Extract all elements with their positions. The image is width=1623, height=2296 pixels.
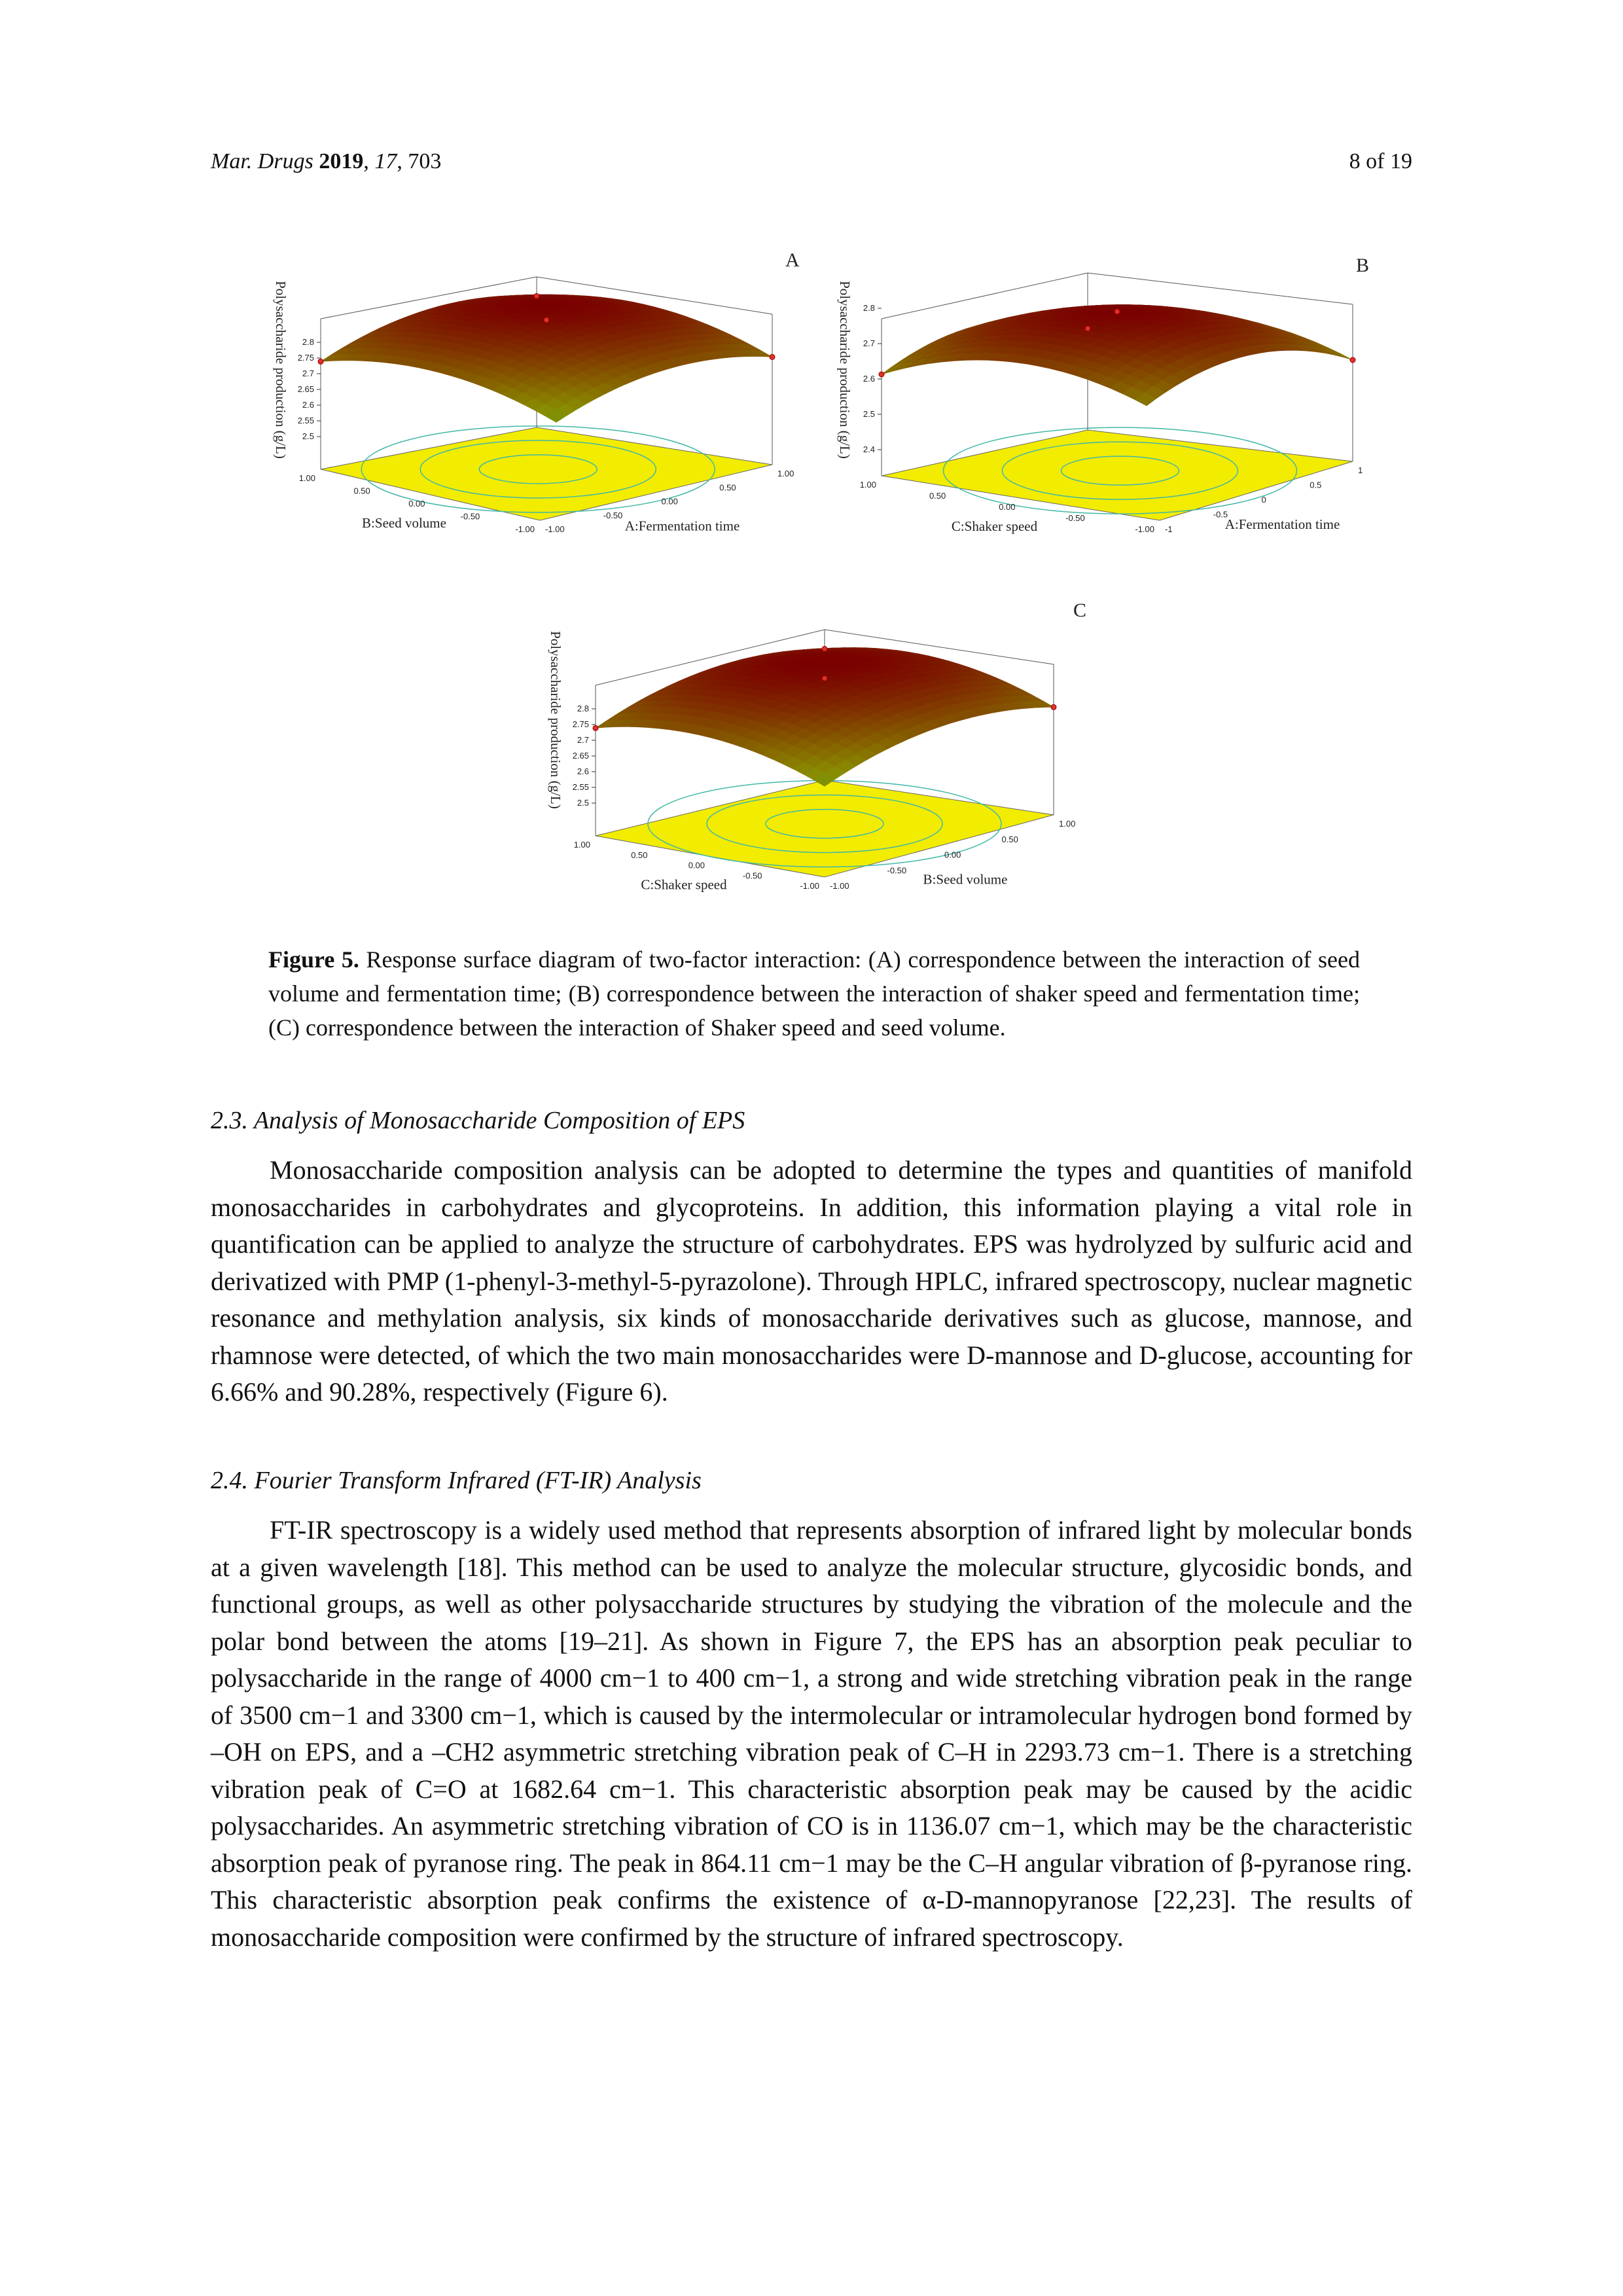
design-point: [822, 675, 827, 681]
z-axis-label: Polysaccharide production (g/L): [837, 281, 853, 459]
y-axis-label: C:Shaker speed: [641, 876, 727, 893]
y-axis-label: C:Shaker speed: [951, 518, 1038, 534]
design-point: [318, 359, 323, 364]
z-tick-label: 2.4: [863, 444, 875, 454]
y-tick-label: 1.00: [573, 840, 590, 850]
x-tick-label: -1.00: [545, 524, 565, 534]
x-axis-label: B:Seed volume: [923, 871, 1008, 888]
design-point: [1051, 704, 1056, 709]
z-tick-label: 2.65: [572, 751, 589, 761]
figure-panel-c: [537, 602, 1099, 923]
floor-plane: [321, 427, 772, 520]
y-tick-label: -1.00: [515, 524, 535, 534]
panel-letter: A: [785, 252, 800, 271]
article-number: 703: [408, 149, 442, 173]
page-number: 8 of 19: [1349, 149, 1412, 173]
z-tick-label: 2.5: [577, 798, 589, 808]
section-paragraph-2-3: [211, 1152, 1412, 1411]
x-tick-label: 1: [1358, 465, 1363, 475]
z-tick-label: 2.6: [302, 400, 314, 410]
design-point: [1115, 309, 1120, 314]
x-axis-label: A:Fermentation time: [624, 518, 740, 534]
response-surface: [321, 295, 772, 422]
design-point: [534, 293, 539, 298]
x-tick-label: 0.00: [944, 850, 961, 860]
section-heading-2-4: 2.4. Fourier Transform Infrared (FT-IR) Analysis: [211, 1467, 702, 1494]
x-tick-label: -0.5: [1213, 509, 1228, 520]
panel-a-plot: [262, 252, 808, 573]
design-point: [544, 317, 549, 323]
panel-b-plot: [826, 252, 1382, 573]
para-2-4-text: FT-IR spectroscopy is a widely used method that represents absorption of infrared light by molecular bonds at a given wavelength [18]. This method can be used to analyze the molecular structure, glycosidic bonds, and functional groups, as well as other polysaccharide structures by studying the vibration of the molecule and the polar bond between the atoms [19–21]. As shown in Figure 7, the EPS has an absorption peak peculiar to polysaccharide in the range of 4000 cm−1 to 400 cm−1, a strong and wide stretching vibration peak in the range of 3500 cm−1 and 3300 cm−1, which is caused by the intermolecular or intramolecular hydrogen bond formed by –OH on EPS, and a –CH2 asymmetric stretching vibration peak of C–H in 2293.73 cm−1. There is a stretching vibration peak of C=O at 1682.64 cm−1. This characteristic absorption peak may be caused by the acidic polysaccharides. An asymmetric stretching vibration of CO is in 1136.07 cm−1, which may be the characteristic absorption peak of pyranose ring. The peak in 864.11 cm−1 may be the C–H angular vibration of β-pyranose ring. This characteristic absorption peak confirms the existence of α-D-mannopyranose [22,23]. The results of monosaccharide composition were confirmed by the structure of infrared spectroscopy.: [211, 1515, 1412, 1952]
z-tick-label: 2.55: [572, 782, 589, 792]
surface-cell: [1331, 351, 1353, 360]
para-2-3-text: Monosaccharide composition analysis can be adopted to determine the types and quantities of manifold monosaccharides in carbohydrates and glycoproteins. In addition, this information playing a vital role in quantification can be applied to analyze the structure of carbohydrates. EPS was hydrolyzed by sulfuric acid and derivatized with PMP (1-phenyl-3-methyl-5-pyrazolone). Through HPLC, infrared spectroscopy, nuclear magnetic resonance and methylation analysis, six kinds of monosaccharide derivatives such as glucose, mannose, and rhamnose were detected, of which the two main monosaccharides were D-mannose and D-glucose, accounting for 6.66% and 90.28%, respectively (Figure 6).: [211, 1155, 1412, 1407]
z-tick-label: 2.75: [297, 353, 314, 363]
figure-caption: [268, 942, 1360, 1045]
figure-panel-a: [262, 252, 808, 573]
y-tick-label: -0.50: [460, 511, 480, 522]
x-tick-label: -1.00: [830, 881, 849, 891]
z-tick-label: 2.7: [302, 368, 314, 378]
caption-text: Response surface diagram of two-factor interaction: (A) correspondence between the interaction of seed volume and fermentation time; (B) correspondence between the interaction of shaker speed and fermentation time; (C) correspondence between the interaction of Shaker speed and seed volume.: [268, 946, 1360, 1041]
caption-label: Figure 5.: [268, 946, 359, 973]
design-point: [1350, 357, 1355, 363]
design-point: [822, 646, 827, 651]
z-tick-label: 2.7: [577, 735, 589, 745]
panel-c-plot: [537, 602, 1099, 923]
y-tick-label: 0.00: [408, 499, 425, 509]
z-tick-label: 2.5: [863, 409, 875, 419]
z-tick-label: 2.8: [577, 704, 589, 713]
x-tick-label: 0.00: [661, 496, 678, 507]
z-tick-label: 2.8: [863, 303, 875, 313]
x-tick-label: 0.5: [1310, 480, 1322, 490]
response-surface: [882, 305, 1353, 406]
panel-letter: B: [1356, 255, 1370, 276]
z-tick-label: 2.6: [863, 374, 875, 384]
z-tick-label: 2.5: [302, 431, 314, 441]
x-tick-label: -0.50: [887, 865, 907, 876]
design-point: [593, 725, 598, 730]
x-tick-label: 0: [1261, 495, 1266, 505]
year: 2019: [319, 149, 364, 173]
section-paragraph-2-4: [211, 1512, 1412, 1956]
page-header: [211, 149, 1412, 182]
z-tick-label: 2.65: [297, 384, 314, 394]
panel-letter: C: [1073, 602, 1087, 621]
panel-b-surface: [837, 255, 1369, 534]
y-tick-label: -0.50: [1065, 513, 1085, 523]
design-point: [1085, 326, 1090, 331]
design-point: [770, 354, 775, 359]
z-tick-label: 2.7: [863, 338, 875, 348]
floor-plane: [882, 430, 1353, 520]
panel-a-surface: [273, 252, 800, 534]
journal-name: Mar. Drugs: [211, 149, 313, 173]
section-heading-2-3: 2.3. Analysis of Monosaccharide Composition of EPS: [211, 1107, 745, 1134]
x-tick-label: 1.00: [1059, 819, 1076, 829]
y-tick-label: 0.00: [999, 502, 1016, 512]
y-tick-label: 0.00: [688, 860, 705, 870]
x-tick-label: -1: [1165, 524, 1173, 534]
y-tick-label: -1.00: [800, 881, 819, 891]
volume: 17: [374, 149, 397, 173]
z-axis-label: Polysaccharide production (g/L): [273, 281, 289, 459]
z-tick-label: 2.8: [302, 337, 314, 347]
box-edge: [1088, 273, 1353, 304]
z-tick-label: 2.75: [572, 719, 589, 729]
x-tick-label: 0.50: [1001, 834, 1018, 844]
citation: Mar. Drugs 2019, 17, 703: [211, 149, 442, 173]
z-tick-label: 2.6: [577, 766, 589, 776]
y-axis-label: B:Seed volume: [362, 515, 446, 531]
x-tick-label: -0.50: [603, 510, 623, 520]
figure-panel-b: [826, 252, 1382, 573]
x-axis-label: A:Fermentation time: [1224, 516, 1340, 532]
design-point: [879, 372, 884, 377]
y-tick-label: -1.00: [1135, 524, 1154, 534]
x-tick-label: 0.50: [719, 482, 736, 493]
y-tick-label: 0.50: [631, 850, 648, 860]
y-tick-label: -0.50: [742, 870, 762, 881]
y-tick-label: 0.50: [929, 491, 946, 501]
panel-c-surface: [548, 602, 1086, 893]
z-axis-label: Polysaccharide production (g/L): [548, 631, 563, 809]
x-tick-label: 1.00: [777, 469, 794, 478]
z-tick-label: 2.55: [297, 416, 314, 425]
y-tick-label: 0.50: [353, 486, 370, 496]
y-tick-label: 1.00: [859, 480, 876, 490]
y-tick-label: 1.00: [298, 473, 315, 483]
